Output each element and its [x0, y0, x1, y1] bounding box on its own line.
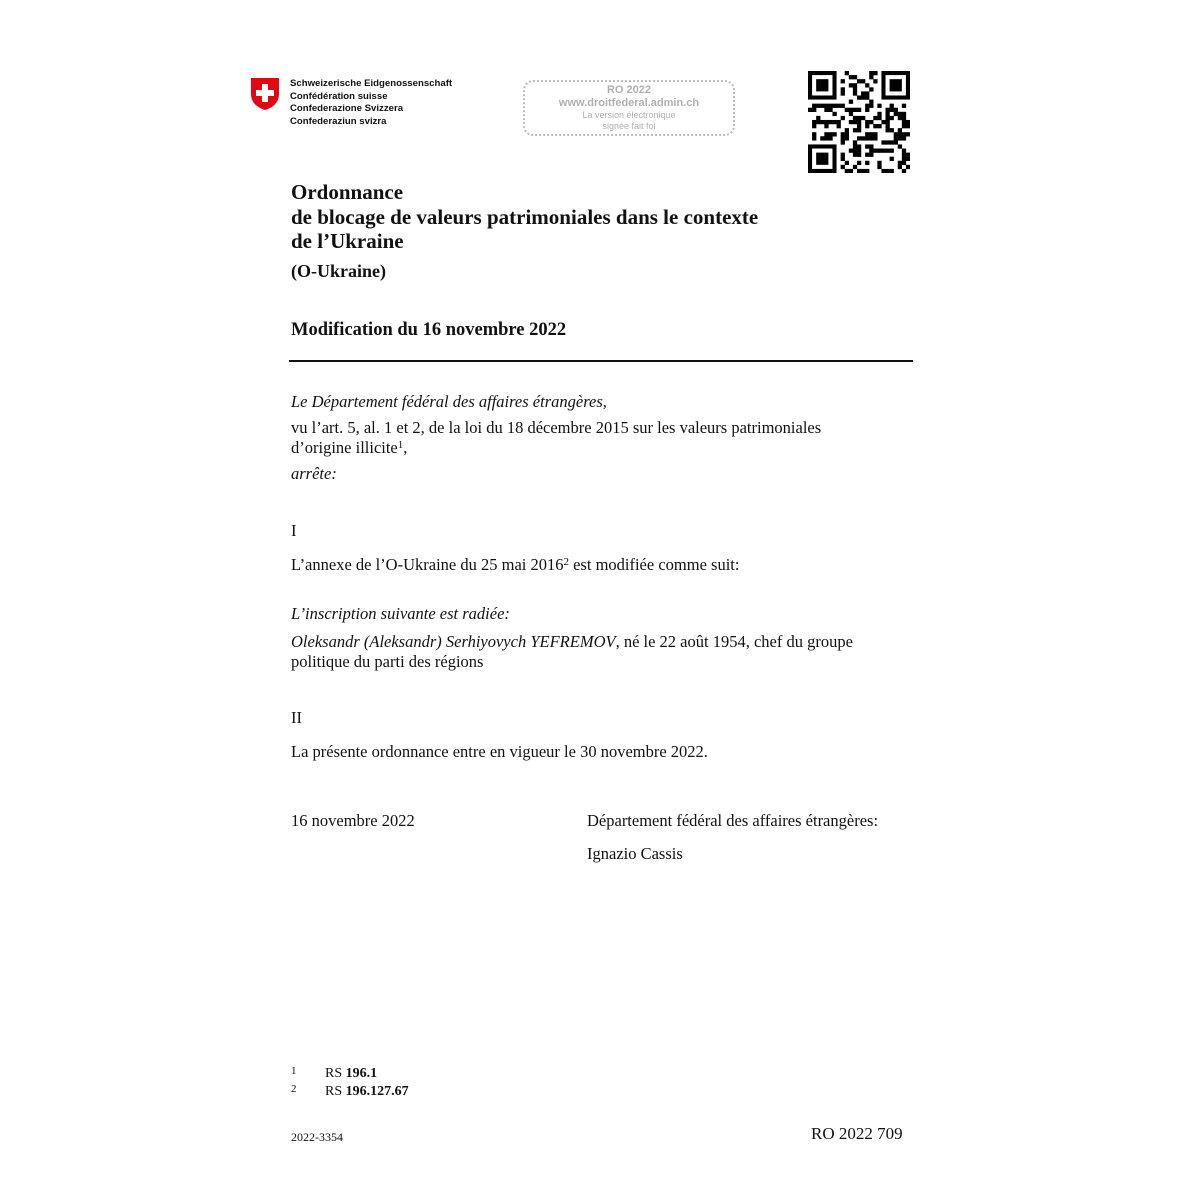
stamp-line-3: La version électronique — [582, 110, 676, 120]
federation-name-fr: Confédération suisse — [290, 90, 388, 102]
section-heading-1: I — [291, 521, 297, 540]
footnote-1 — [291, 1064, 409, 1082]
footnote-prefix: RS — [325, 1083, 346, 1099]
title-line-1: Ordonnance — [291, 180, 404, 204]
federation-name-rm: Confederaziun svizra — [290, 115, 387, 127]
footnote-reference: 196.127.67 — [345, 1083, 409, 1099]
legal-basis-line-1: vu l’art. 5, al. 1 et 2, de la loi du 18 décembre 2015 sur les valeurs patrimoniales — [291, 418, 822, 437]
official-compilation-ref: RO 2022 709 — [811, 1124, 903, 1143]
federation-names — [290, 78, 452, 128]
document-title — [291, 180, 758, 254]
footnote-2 — [291, 1082, 409, 1100]
footnote-ref-1[interactable]: 1 — [397, 439, 404, 451]
amendment-end: est modifiée comme suit: — [568, 555, 740, 574]
entry-into-force: La présente ordonnance entre en vigueur le 30 novembre 2022. — [291, 742, 708, 761]
short-title: (O-Ukraine) — [291, 261, 386, 281]
legal-basis-comma: , — [403, 438, 408, 457]
document-number: 2022-3354 — [291, 1130, 343, 1144]
stamp-line-4: signée fait foi — [602, 121, 656, 131]
electronic-signature-stamp — [523, 80, 735, 136]
title-line-3: de l’Ukraine — [291, 229, 404, 253]
stamp-line-2: www.droitfederal.admin.ch — [558, 97, 700, 109]
deletion-heading: L’inscription suivante est radiée: — [291, 604, 510, 623]
modification-date: Modification du 16 novembre 2022 — [291, 320, 567, 340]
section-heading-2: II — [291, 708, 302, 727]
amendment-intro — [291, 555, 739, 575]
title-line-2: de blocage de valeurs patrimoniales dans le contexte — [291, 204, 759, 229]
federation-name-it: Confederazione Svizzera — [290, 103, 404, 115]
signatory-org: Département fédéral des affaires étrangères: — [587, 811, 879, 830]
legal-basis-line-2 — [291, 438, 821, 458]
footnote-ref-2[interactable]: 2 — [563, 556, 569, 568]
footnote-number: 1 — [291, 1065, 297, 1077]
footnotes — [291, 1064, 409, 1099]
qr-code-icon — [808, 71, 910, 173]
footnote-reference: 196.1 — [345, 1066, 378, 1081]
amendment-text: L’annexe de l’O-Ukraine du 25 mai 2016 — [291, 555, 564, 574]
issuing-authority: Le Département fédéral des affaires étrangères, — [291, 392, 607, 411]
entry-details: , né le 22 août 1954, chef du groupe — [615, 632, 853, 651]
signature-date: 16 novembre 2022 — [291, 811, 415, 830]
swiss-coat-of-arms-icon — [250, 77, 280, 111]
stamp-line-1: RO 2022 — [606, 84, 652, 96]
title-rule — [289, 360, 913, 362]
deleted-entry-line-2: politique du parti des régions — [291, 652, 484, 671]
deleted-entry — [291, 632, 853, 672]
entry-name: Oleksandr (Aleksandr) Serhiyovych YEFREMOV — [291, 632, 616, 651]
signatory-name: Ignazio Cassis — [587, 844, 683, 863]
decree-word: arrête: — [291, 464, 337, 483]
footnote-number: 2 — [291, 1082, 297, 1095]
footnote-prefix: RS — [325, 1066, 346, 1081]
federation-name-de: Schweizerische Eidgenossenschaft — [290, 78, 453, 89]
legal-basis-text: d’origine illicite — [291, 438, 398, 457]
legal-basis — [291, 418, 821, 458]
deleted-entry-line-1 — [291, 632, 853, 652]
